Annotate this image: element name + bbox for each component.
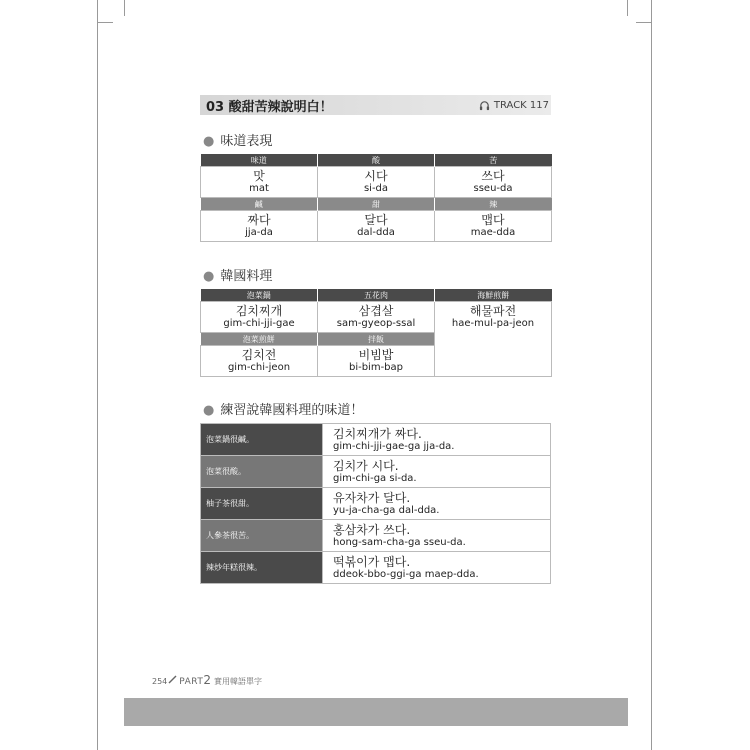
romanization: mat <box>249 183 269 194</box>
part-number: 2 <box>203 673 212 687</box>
korean-sentence: 김치가 시다. <box>333 458 399 473</box>
taste-row <box>201 211 552 242</box>
korean-sentence-cell <box>323 456 551 488</box>
taste-header: 鹹 <box>201 198 318 211</box>
korean-sentence: 김치찌개가 짜다. <box>333 426 422 441</box>
practice-row <box>201 488 551 520</box>
romanization: sam-gyeop-ssal <box>336 318 416 329</box>
romanization: ddeok-bbo-ggi-ga maep-dda. <box>333 568 479 580</box>
dish-header: 拌飯 <box>318 333 435 346</box>
section-title: 03 酸甜苦辣說明白！ <box>206 99 333 115</box>
dishes-heading <box>203 265 272 284</box>
korean-word: 짜다 <box>247 213 271 227</box>
korean-sentence-cell <box>323 520 551 552</box>
taste-cell <box>318 167 435 198</box>
romanization: gim-chi-jji-gae-ga jja-da. <box>333 440 455 452</box>
bottom-bar <box>124 698 628 726</box>
korean-sentence: 떡볶이가 맵다. <box>333 554 411 569</box>
taste-row <box>201 167 552 198</box>
crop-mark <box>636 22 652 23</box>
part-label: PART <box>179 677 204 687</box>
korean-word: 맵다 <box>481 213 505 227</box>
taste-cell <box>201 167 318 198</box>
romanization: jja-da <box>245 227 273 238</box>
practice-row <box>201 520 551 552</box>
korean-word: 달다 <box>364 213 388 227</box>
dish-cell <box>201 302 318 333</box>
practice-heading-text: 練習說韓國料理的味道！ <box>220 403 364 418</box>
korean-word: 김치전 <box>241 348 277 362</box>
practice-row <box>201 424 551 456</box>
dish-cell <box>318 346 435 377</box>
page-number: 254 <box>152 677 168 686</box>
dish-header: 泡菜煎餅 <box>201 333 318 346</box>
korean-word: 김치찌개 <box>235 304 283 318</box>
pen-icon <box>168 675 178 684</box>
dish-cell <box>318 302 435 333</box>
chinese-sentence: 泡菜很酸。 <box>201 456 323 488</box>
korean-word: 맛 <box>253 169 265 183</box>
chinese-sentence: 泡菜鍋很鹹。 <box>201 424 323 456</box>
korean-sentence: 유자차가 달다. <box>333 490 411 505</box>
headphones-icon <box>479 100 490 111</box>
taste-cell <box>201 211 318 242</box>
dish-header: 五花肉 <box>318 289 435 302</box>
dishes-heading-text: 韓國料理 <box>220 269 273 284</box>
korean-word: 비빔밥 <box>358 348 394 362</box>
taste-header: 辣 <box>435 198 552 211</box>
practice-row <box>201 552 551 584</box>
romanization: dal-dda <box>357 227 395 238</box>
bullet-icon: ● <box>203 134 215 149</box>
romanization: gim-chi-ga si-da. <box>333 472 417 484</box>
dish-cell <box>435 302 552 377</box>
romanization: bi-bim-bap <box>348 362 404 373</box>
taste-heading-text: 味道表現 <box>220 134 273 149</box>
taste-header: 酸 <box>318 154 435 167</box>
chinese-sentence: 辣炒年糕很辣。 <box>201 552 323 584</box>
page-footer <box>152 673 262 687</box>
page-edge-left <box>97 0 98 750</box>
track-number: TRACK 117 <box>493 99 549 111</box>
romanization: hae-mul-pa-jeon <box>451 318 535 329</box>
taste-cell <box>435 167 552 198</box>
taste-header: 味道 <box>201 154 318 167</box>
taste-header-row <box>201 154 552 167</box>
korean-sentence: 홍삼차가 쓰다. <box>333 522 411 537</box>
chinese-sentence: 人參茶很苦。 <box>201 520 323 552</box>
taste-cell <box>435 211 552 242</box>
romanization: hong-sam-cha-ga sseu-da. <box>333 536 466 548</box>
dish-header: 泡菜鍋 <box>201 289 318 302</box>
dish-cell <box>201 346 318 377</box>
romanization: gim-chi-jeon <box>227 362 291 373</box>
crop-mark <box>627 0 628 16</box>
korean-sentence-cell <box>323 488 551 520</box>
korean-word: 시다 <box>364 169 388 183</box>
section-header <box>200 95 551 115</box>
korean-word: 삼겹살 <box>358 304 394 318</box>
practice-table <box>200 423 551 584</box>
taste-header-row <box>201 198 552 211</box>
taste-cell <box>318 211 435 242</box>
part-subtitle: 實用韓語單字 <box>214 677 263 686</box>
romanization: si-da <box>363 183 389 194</box>
romanization: gim-chi-jji-gae <box>223 318 295 329</box>
taste-header: 甜 <box>318 198 435 211</box>
korean-word: 쓰다 <box>481 169 505 183</box>
romanization: yu-ja-cha-ga dal-dda. <box>333 504 440 516</box>
korean-word: 해물파전 <box>469 304 517 318</box>
bullet-icon: ● <box>203 269 215 284</box>
practice-row <box>201 456 551 488</box>
romanization: sseu-da <box>473 183 513 194</box>
practice-heading <box>203 399 363 418</box>
crop-mark <box>124 0 125 16</box>
dishes-row <box>201 302 552 333</box>
page-edge-right <box>651 0 652 750</box>
dishes-table <box>200 289 552 377</box>
taste-table <box>200 154 552 242</box>
track-label <box>479 100 551 111</box>
dish-header: 海鮮煎餅 <box>435 289 552 302</box>
taste-heading <box>203 130 272 149</box>
taste-header: 苦 <box>435 154 552 167</box>
korean-sentence-cell <box>323 424 551 456</box>
bullet-icon: ● <box>203 403 215 418</box>
chinese-sentence: 柚子茶很甜。 <box>201 488 323 520</box>
crop-mark <box>97 22 113 23</box>
korean-sentence-cell <box>323 552 551 584</box>
dishes-header-row <box>201 289 552 302</box>
romanization: mae-dda <box>470 227 516 238</box>
